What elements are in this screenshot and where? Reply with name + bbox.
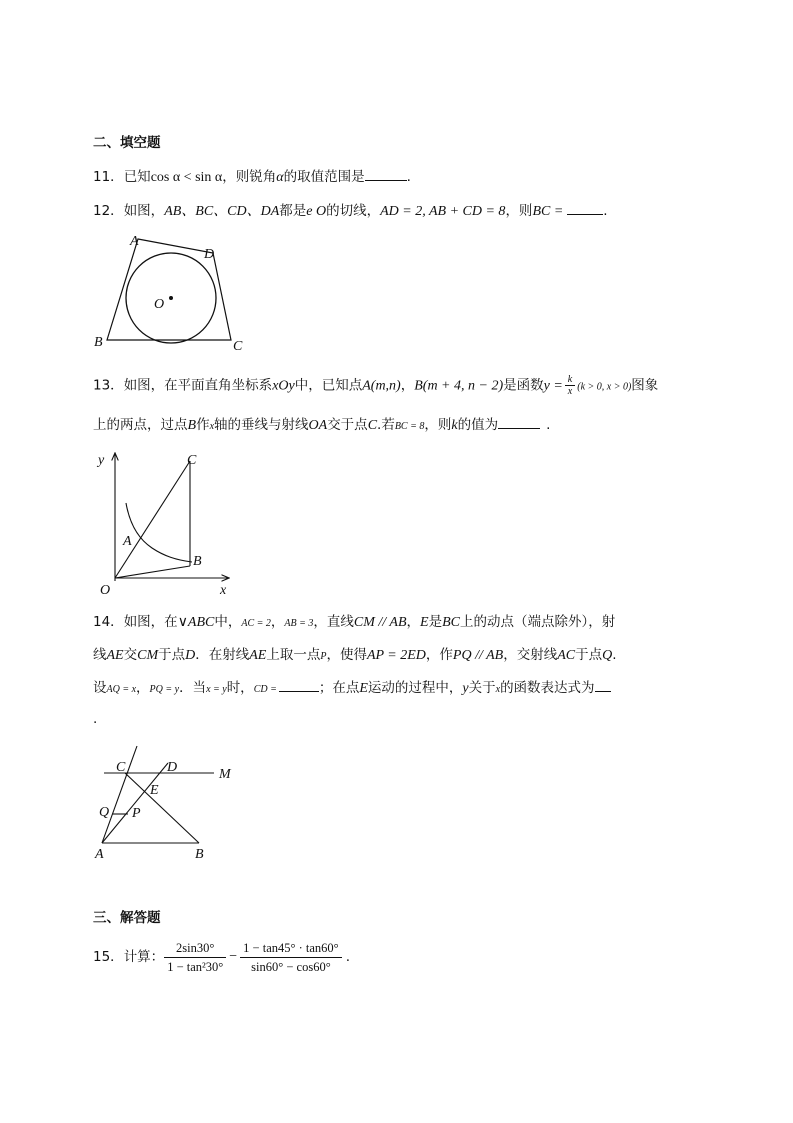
label-m: M xyxy=(219,767,231,782)
ray-ae: AE xyxy=(249,648,267,663)
point-b: B(m + 4, n − 2) xyxy=(414,378,504,394)
question-text: 的切线， xyxy=(326,203,381,219)
question-text: 交 xyxy=(123,647,138,663)
ray-oa: OA xyxy=(308,418,328,433)
question-text: 图象 xyxy=(631,377,659,394)
period: . xyxy=(345,949,350,965)
question-text: ， xyxy=(136,680,150,696)
point-c: C xyxy=(367,418,378,433)
minus-sign: − xyxy=(229,949,238,964)
line-cm: CM xyxy=(137,648,159,663)
question-text: ．在射线 xyxy=(195,647,250,663)
question-text: 运动的过程中， xyxy=(367,680,463,696)
question-text: 时， xyxy=(226,680,254,696)
section-heading-solve: 三、解答题 xyxy=(93,910,161,926)
fraction-2-numerator: 1 − tan45° · tan60° xyxy=(240,939,342,958)
question-text: 的值为 xyxy=(457,417,499,433)
question-text: 如图， xyxy=(123,203,165,219)
label-x: x xyxy=(220,583,227,598)
label-c: C xyxy=(233,339,243,354)
period: . xyxy=(406,169,411,185)
question-text: 关于 xyxy=(468,680,496,696)
question-text: 于点 xyxy=(575,647,603,663)
point-b: B xyxy=(187,418,197,433)
label-b: B xyxy=(195,847,204,862)
function-y: y = xyxy=(543,378,563,394)
question-11 xyxy=(93,168,411,187)
circle-o: e O xyxy=(306,204,327,219)
aq-equals-x: AQ = x xyxy=(106,684,137,695)
question-text: 的函数表达式为 xyxy=(500,680,595,696)
label-d: D xyxy=(204,247,215,262)
question-14-line-3 xyxy=(93,679,611,699)
question-text: ，则 xyxy=(424,417,452,433)
question-text: ， xyxy=(400,377,415,394)
question-text: 上的动点（端点除外），射 xyxy=(459,614,616,630)
period: . xyxy=(612,647,617,663)
question-text: ，作 xyxy=(425,647,453,663)
question-text: ，直线 xyxy=(313,614,354,630)
question-text: 交于点 xyxy=(327,417,368,433)
question-text: .若 xyxy=(377,417,395,433)
x-axis-symbol: x xyxy=(209,421,215,432)
label-b: B xyxy=(193,554,202,569)
question-text: 是函数 xyxy=(503,377,544,394)
point-p: P xyxy=(320,651,327,662)
condition: (k > 0, x > 0) xyxy=(577,381,632,393)
segment-ob xyxy=(115,566,190,578)
x-symbol: x xyxy=(495,684,501,695)
label-b: B xyxy=(94,335,103,350)
label-q: Q xyxy=(99,805,110,820)
question-text: 中，已知点 xyxy=(294,377,363,394)
label-a: A xyxy=(95,847,104,862)
alpha-symbol: α xyxy=(276,170,284,185)
question-number: 13． xyxy=(93,377,124,394)
pq-parallel-ab: PQ // AB xyxy=(452,648,504,663)
question-text: ，交射线 xyxy=(503,647,558,663)
question-15 xyxy=(93,937,350,977)
label-a: A xyxy=(130,234,139,249)
question-text: 都是 xyxy=(279,203,307,219)
fraction-1-denominator: 1 − tan²30° xyxy=(167,959,224,974)
question-13-line-2 xyxy=(93,416,550,436)
ray-ad xyxy=(102,763,168,843)
question-text: 线 xyxy=(93,647,107,663)
xoy: xOy xyxy=(272,378,295,394)
question-text: 计算： xyxy=(123,949,165,965)
figure-14-triangle xyxy=(92,742,242,864)
x-equals-y: x = y xyxy=(206,684,227,695)
fraction-2 xyxy=(240,939,342,976)
question-text: 的取值范围是 xyxy=(283,169,365,185)
numerator: k xyxy=(565,374,575,386)
cm-parallel-ab: CM // AB xyxy=(353,615,407,630)
label-c: C xyxy=(116,760,126,775)
ray-ac: AC xyxy=(557,648,576,663)
question-text: 是 xyxy=(428,614,443,630)
label-e: E xyxy=(150,783,159,798)
pq-equals-y: PQ = y xyxy=(149,684,180,695)
question-number: 11． xyxy=(93,169,124,185)
question-text: 如图，在平面直角坐标系 xyxy=(123,377,273,394)
point-e: E xyxy=(420,615,429,630)
question-text: 于点 xyxy=(158,647,186,663)
period: . xyxy=(546,417,551,433)
triangle-abc: ∨ABC xyxy=(177,615,215,630)
label-o: O xyxy=(100,583,111,598)
question-text: 作 xyxy=(196,417,210,433)
answer-blank[interactable] xyxy=(498,416,540,429)
k-symbol: k xyxy=(451,418,458,433)
question-text: 上的两点，过点 xyxy=(93,417,188,433)
point-d: D xyxy=(185,648,196,663)
fraction-2-denominator: sin60° − cos60° xyxy=(251,959,331,974)
question-14-line-1 xyxy=(93,613,615,633)
denominator: x xyxy=(567,386,573,397)
question-text: ，则 xyxy=(505,203,533,219)
label-c: C xyxy=(187,453,197,468)
point-a: A(m,n) xyxy=(362,378,401,394)
hyperbola-curve xyxy=(126,503,192,562)
label-p: P xyxy=(132,806,141,821)
label-o: O xyxy=(154,297,165,312)
question-text: ．当 xyxy=(179,680,207,696)
point-q: Q xyxy=(602,648,613,663)
cd-label: CD = xyxy=(253,684,277,695)
question-text: 如图，在 xyxy=(123,614,178,630)
answer-blank[interactable] xyxy=(365,168,407,181)
fraction-1-numerator: 2sin30° xyxy=(164,939,226,958)
question-14-line-2 xyxy=(93,646,617,666)
question-text: 中， xyxy=(214,614,242,630)
bc-equals-8: BC = 8 xyxy=(394,421,425,432)
fraction-1 xyxy=(164,939,226,976)
ap-equals-2ed: AP = 2ED xyxy=(366,648,426,663)
question-text: ；在点 xyxy=(318,680,360,696)
question-13-line-1 xyxy=(93,374,658,397)
question-14-line-4: . xyxy=(93,711,98,727)
question-text: ， xyxy=(270,614,285,630)
question-text: 上取一点 xyxy=(266,647,321,663)
question-number: 15． xyxy=(93,949,124,965)
label-d: D xyxy=(167,760,178,775)
bc-label: BC = xyxy=(532,204,564,219)
question-text: ，使得 xyxy=(326,647,367,663)
ray-oa xyxy=(115,461,190,578)
segment-bc: BC xyxy=(442,615,460,630)
figure-13-coordinate-plane xyxy=(94,448,239,598)
point-e: E xyxy=(359,681,368,696)
condition: AD = 2, AB + CD = 8 xyxy=(380,204,506,219)
ray-ae: AE xyxy=(106,648,124,663)
question-number: 12． xyxy=(93,203,124,219)
fraction-k-over-x xyxy=(565,374,575,397)
answer-blank[interactable] xyxy=(567,202,603,215)
inequality: cos α < sin α xyxy=(150,170,223,185)
y-symbol: y xyxy=(462,681,469,696)
question-text: ， xyxy=(406,614,421,630)
label-a: A xyxy=(123,534,132,549)
label-y: y xyxy=(98,453,105,468)
question-text: 已知 xyxy=(123,169,151,185)
question-number: 14． xyxy=(93,614,124,630)
question-12 xyxy=(93,202,608,221)
answer-blank-function[interactable] xyxy=(595,679,611,692)
center-point xyxy=(169,296,173,300)
section-heading-fill-in: 二、填空题 xyxy=(93,135,161,151)
figure-12-quadrilateral-circle xyxy=(88,228,258,356)
ab-equals-3: AB = 3 xyxy=(284,618,314,629)
period: . xyxy=(603,203,608,219)
segments: AB、BC、CD、DA xyxy=(164,204,280,219)
ac-equals-2: AC = 2 xyxy=(241,618,271,629)
question-text: 设 xyxy=(93,680,107,696)
question-text: 轴的垂线与射线 xyxy=(214,417,309,433)
question-text: ，则锐角 xyxy=(222,169,277,185)
answer-blank-cd[interactable] xyxy=(279,679,319,692)
